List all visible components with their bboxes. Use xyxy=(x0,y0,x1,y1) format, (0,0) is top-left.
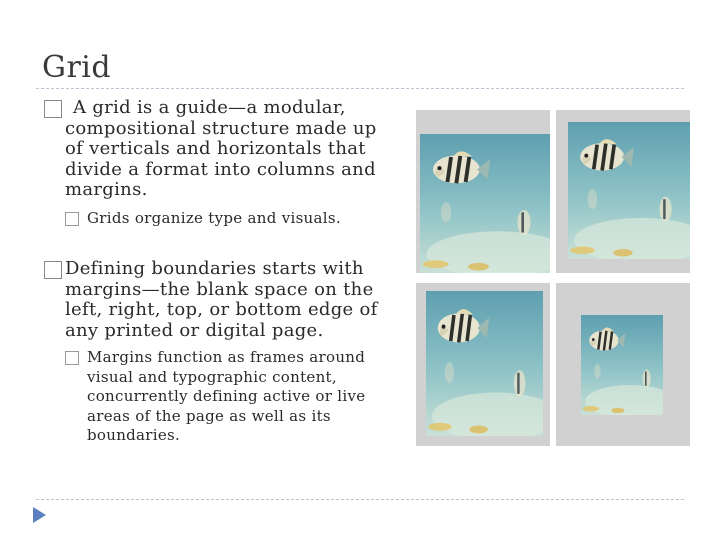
bullet-1-line: margins. xyxy=(65,179,148,200)
bullet-2-sub-line: areas of the page as well as its xyxy=(87,406,331,425)
bullet-1-line: compositional structure made up xyxy=(65,117,377,139)
grid-panel-top-left xyxy=(416,110,550,273)
grid-panel-top-right xyxy=(556,110,690,273)
bullet-2-sub-line: boundaries. xyxy=(87,426,181,444)
bullet-1-text xyxy=(65,98,377,201)
square-bullet-icon xyxy=(44,100,62,118)
bullet-2-line: margins—the blank space on the xyxy=(65,278,374,300)
square-sub-bullet-icon xyxy=(65,351,79,365)
bullet-1-line: divide a format into columns and xyxy=(65,158,376,180)
title-divider xyxy=(36,88,684,89)
bullet-2-line: any printed or digital page. xyxy=(65,319,324,341)
grid-panel-bottom-left xyxy=(416,283,550,446)
bullet-2-sub-line: Margins function as frames around xyxy=(87,348,366,366)
bullet-2-text xyxy=(65,259,378,341)
bullet-1-line: A grid is a guide—a modular, xyxy=(73,97,346,118)
fish-photo xyxy=(420,134,550,273)
bullet-2-line: left, right, top, or bottom edge of xyxy=(65,299,378,320)
next-slide-arrow-icon[interactable] xyxy=(33,507,46,523)
square-sub-bullet-icon xyxy=(65,212,79,226)
bullet-2-sub-text xyxy=(87,348,365,446)
square-bullet-icon xyxy=(44,261,62,279)
fish-photo xyxy=(581,315,663,415)
bullet-2-sub-line: visual and typographic content, xyxy=(87,367,337,386)
fish-photo xyxy=(426,291,543,436)
bullet-2-sub-line: concurrently defining active or live xyxy=(87,387,366,405)
footer-divider xyxy=(36,499,684,500)
bullet-1-sub-line: Grids organize type and visuals. xyxy=(87,209,341,227)
slide-title: Grid xyxy=(42,50,112,85)
bullet-1-line: of verticals and horizontals that xyxy=(65,138,366,159)
fish-photo xyxy=(568,122,690,259)
grid-panel-bottom-right xyxy=(556,283,690,446)
bullet-2-line: Defining boundaries starts with xyxy=(65,258,364,279)
bullet-1-sub-text xyxy=(87,209,341,229)
